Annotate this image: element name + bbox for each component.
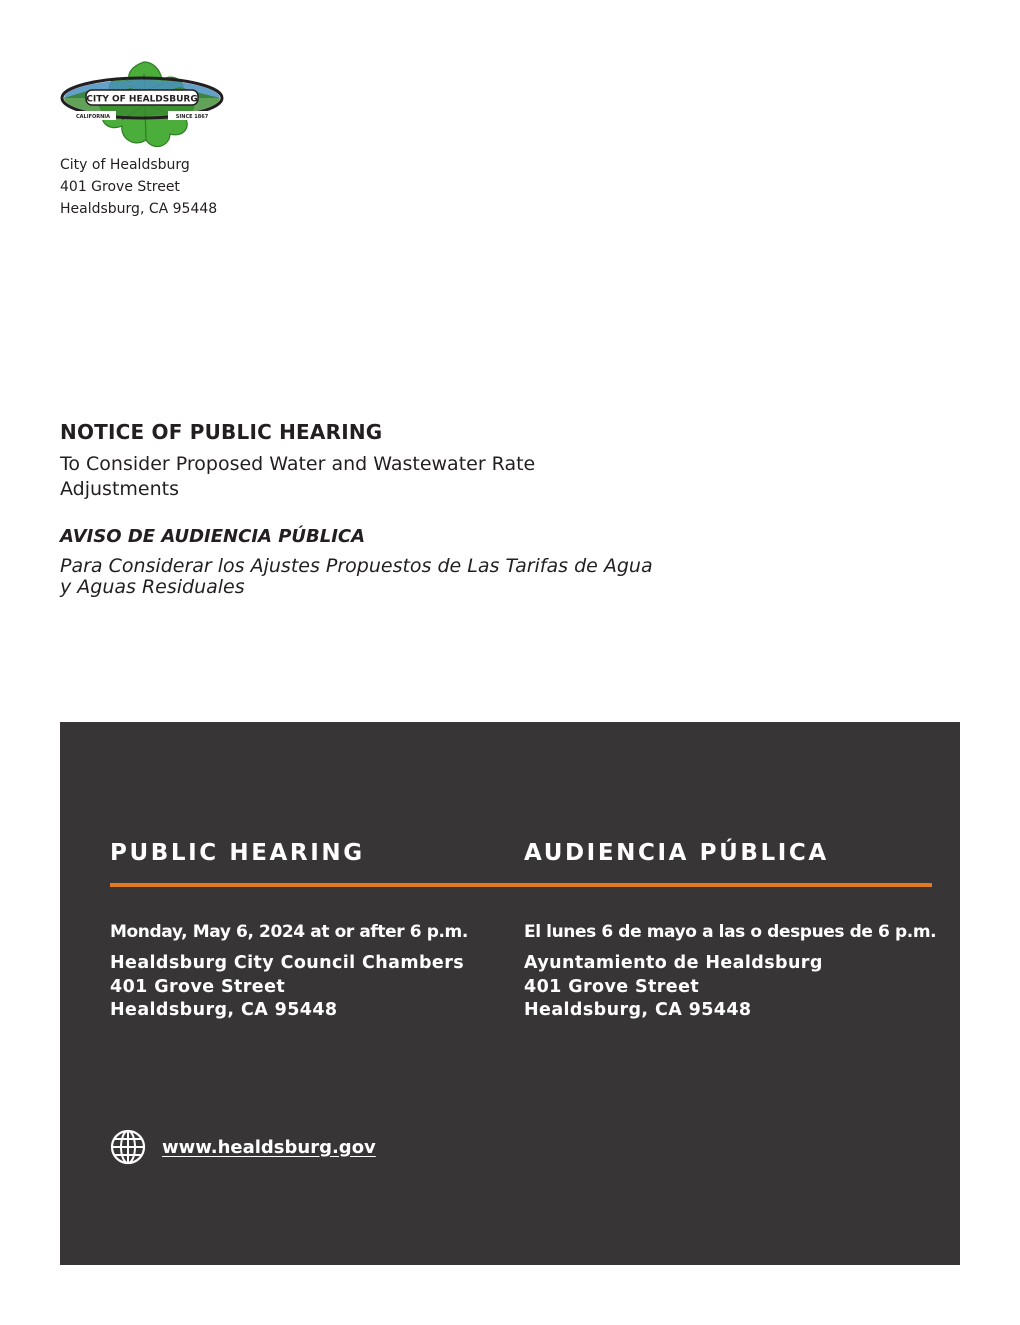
english-heading-column [110,838,510,868]
hearing-street-spanish: 401 Grove Street [524,976,700,997]
notice-title-spanish: AVISO DE AUDIENCIA PÚBLICA [60,526,366,547]
accent-divider [110,883,932,887]
website-row [110,1128,376,1166]
hearing-street: 401 Grove Street [110,976,286,997]
hearing-city-spanish: Healdsburg, CA 95448 [524,1000,752,1020]
english-hearing-details [110,920,468,1023]
logo-name: CITY OF HEALDSBURG [86,94,198,105]
website-link[interactable]: www.healdsburg.gov [162,1136,376,1158]
hearing-city: Healdsburg, CA 95448 [110,1000,338,1020]
hearing-panel [60,722,960,1265]
notice-subtitle: To Consider Proposed Water and Wastewater Rate Adjustments [60,453,536,500]
public-hearing-heading: PUBLIC HEARING [110,840,365,866]
spanish-hearing-details [524,920,936,1023]
notice-block [60,418,680,598]
hearing-date-spanish: El lunes 6 de mayo a las o despues de 6 p.m. [524,922,937,942]
hearing-date: Monday, May 6, 2024 at or after 6 p.m. [110,922,468,942]
city-logo [60,60,228,155]
logo-right-caption: SINCE 1867 [175,114,209,120]
return-address-line-1: City of Healdsburg [60,157,190,173]
spanish-heading-column [524,838,944,868]
return-address-line-3: Healdsburg, CA 95448 [60,201,218,217]
hearing-location-name: Healdsburg City Council Chambers [110,953,465,973]
return-address [60,154,217,220]
audiencia-publica-heading: AUDIENCIA PÚBLICA [524,840,829,866]
notice-title: NOTICE OF PUBLIC HEARING [60,420,383,444]
return-address-line-2: 401 Grove Street [60,179,180,195]
logo-left-caption: CALIFORNIA [75,114,111,120]
globe-icon [110,1129,146,1165]
notice-subtitle-spanish: Para Considerar los Ajustes Propuestos de Las Tarifas de Agua y Aguas Residuales [60,555,653,598]
hearing-location-name-spanish: Ayuntamiento de Healdsburg [524,953,823,973]
